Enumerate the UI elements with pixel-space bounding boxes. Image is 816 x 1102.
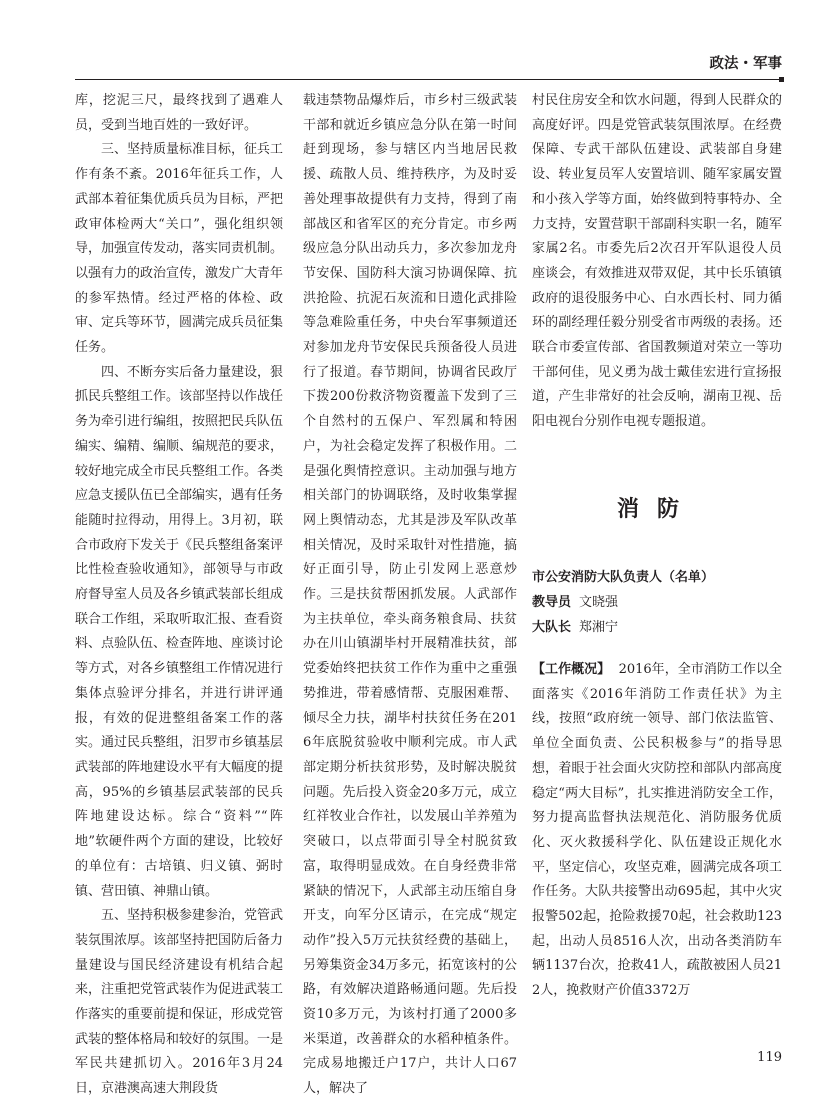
overview-text: 2016年，全市消防工作以全面落实《2016年消防工作责任状》为主线，按照“政府统一领导、部门依法监管、单位全面负责、公民积极参与”的指导思想，着眼于社会面火灾防控和部队内部高度稳定“两大目标”，扎实推进消防安全工作，努力提高监督执法规范化、消防服务优质化、灭火救援科学化、队伍建设正规化水平，坚定信心，攻坚克难，圆满完成各项工作任务。大队共接警出动695起，其中火灾报警502起，抢险救援70起，社会救助123起，出动人员8516人次，出动各类消防车辆1137台次，抢救41人，疏散被困人员212人，挽救财产价值3372万: [532, 662, 782, 999]
overview-tag: 【工作概况】: [532, 662, 611, 677]
leader-row-captain: [532, 615, 782, 640]
text-column-right: [532, 89, 782, 1079]
text-column-left: [75, 89, 284, 1097]
paragraph: 村民住房安全和饮水问题，得到人民群众的高度好评。四是党管武装氛围浓厚。在经费保障、专武干部队伍建设、武装部自身建设、转业复员军人安置培训、随军家属安置和小孩入学等方面，始终做到特事特办、全力支持，安置营职干部副科实职一名，随军家属2名。市委先后2次召开军队退役人员座谈会，有效推进双带双促，其中长乐镇镇政府的退役服务中心、白水西长村、同力循环的副经理任毅分别受省市两级的表扬。还联合市委宣传部、省国教频道对荣立一等功干部何佳，见义勇为战士戴佳宏进行宣扬报道，产生非常好的社会反响，湖南卫视、岳阳电视台分别作电视专题报道。: [532, 93, 782, 430]
section-header: 政法・军事: [709, 56, 782, 72]
overview-paragraph: [532, 658, 782, 1004]
paragraph: 库，挖泥三尺，最终找到了遇难人员，受到当地百姓的一致好评。: [75, 93, 283, 133]
paragraph: 四、不断夯实后备力量建设，狠抓民兵整组工作。该部坚持以作战任务为牵引进行编组，按照把民兵队伍编实、编精、编顺、编规范的要求，较好地完成全市民兵整组工作。各类应急支援队伍已全部编实，遇有任务能随时拉得动，用得上。3月初，联合市政府下发关于《民兵整组备案评比性检查验收通知》，部领导与市政府督导室人员及各乡镇武装部长组成联合工作组，采取听取汇报、查看资料、点验队伍、检查阵地、座谈讨论等方式，对各乡镇整组工作情况进行集体点验评分排名，并进行讲评通报，有效的促进整组备案工作的落实。通过民兵整组，汨罗市乡镇基层武装部的阵地建设水平有大幅度的提高，95%的乡镇基层武装部的民兵阵地建设达标。综合“资料”“阵地”软硬件两个方面的建设，比较好的单位有：古培镇、归义镇、弼时镇、营田镇、神鼎山镇。: [75, 364, 284, 899]
paragraph: 载违禁物品爆炸后，市乡村三级武装干部和就近乡镇应急分队在第一时间赶到现场，参与辖区内当地居民救援、疏散人员、维持秩序，为及时妥善处理事故提供有力支持，得到了南部战区和省军区的充分肯定。市乡两级应急分队出动兵力，多次参加龙舟节安保、国防科大演习协调保障、抗洪抢险、抗泥石灰流和日遗化武排险等急难险重任务，中央台军事频道还对参加龙舟节安保民兵预备役人员进行了报道。春节期间，协调省民政厅下拨200份救济物资覆盖下发到了三个自然村的五保户、军烈属和特困户，为社会稳定发挥了积极作用。二是强化舆情控意识。主动加强与地方相关部门的协调联络，及时收集掌握网上舆情动态，尤其是涉及军队改革相关情况，及时采取针对性措施，搞好正面引导，防止引发网上恶意炒作。三是扶贫帮困抓发展。人武部作为主扶单位，牵头商务粮食局、扶贫办在川山镇湖毕村开展精准扶贫，部党委始终把扶贫工作作为重中之重强势推进，带着感情帮、克服困难帮、倾尽全力扶，湖毕村扶贫任务在2016年底脱贫验收中顺利完成。市人武部定期分析扶贫形势，及时解决脱贫问题。先后投入资金20多万元，成立红祥牧业合作社，以发展山羊养殖为突破口，以点带面引导全村脱贫致富，取得明显成效。在自身经费非常紧缺的情况下，人武部主动压缩自身开支，向军分区请示，在完成“规定动作”投入5万元扶贫经费的基础上，另筹集资金34万多元，拓宽该村的公路，有效解决道路畅通问题。先后投资10多万元，为该村打通了2000多米渠道，改善群众的水稻种植条件。完成易地搬迁户17户，共计人口67人，解决了: [303, 93, 517, 1097]
leaders-title: 市公安消防大队负责人（名单）: [532, 570, 715, 585]
header-rule: [75, 79, 783, 80]
role-label: 大队长: [532, 620, 572, 635]
person-name: 郑湘宁: [579, 620, 619, 635]
text-column-middle: [303, 89, 517, 1097]
paragraph: 五、坚持积极参建参治，党管武装氛围浓厚。该部坚持把国防后备力量建设与国民经济建设有机结合起来，注重把党管武装作为促进武装工作落实的重要前提和保证，形成党管武装的整体格局和较好的氛围。一是军民共建抓切入。2016年3月24日，京港澳高速大荆段货: [75, 908, 284, 1097]
page-number: 119: [757, 1050, 782, 1065]
leaders-block: [532, 565, 782, 640]
paragraph: 三、坚持质量标准目标，征兵工作有条不紊。2016年征兵工作，人武部本着征集优质兵员为目标，严把政审体检两大“关口”，强化组织领导，加强宣传发动，落实同责机制。以强有力的政治宣传，激发广大青年的参军热情。经过严格的体检、政审、定兵等环节，圆满完成兵员征集任务。: [75, 142, 284, 356]
role-label: 教导员: [532, 595, 572, 610]
section-title: 消防: [616, 497, 697, 522]
person-name: 文晓强: [579, 595, 619, 610]
leader-row-instructor: [532, 590, 782, 615]
